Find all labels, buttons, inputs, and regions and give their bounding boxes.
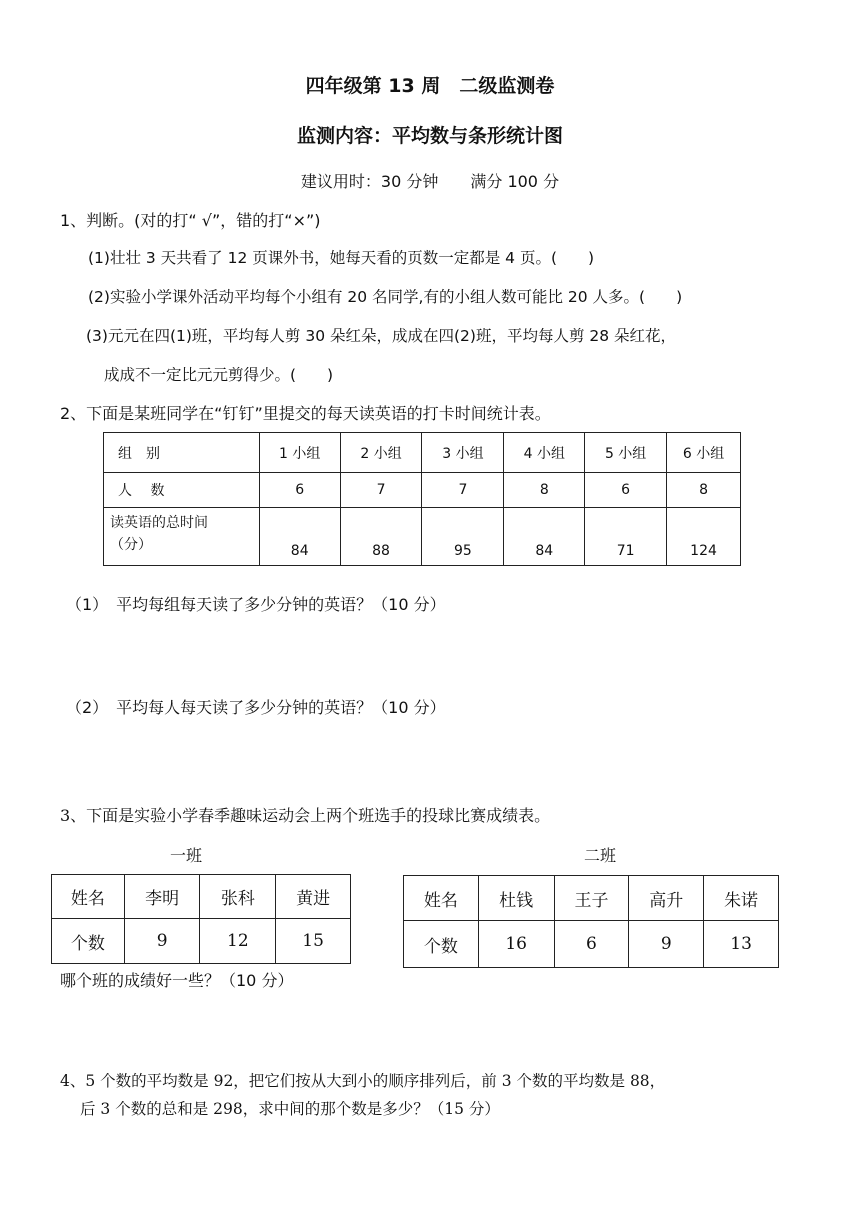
page-subtitle: 监测内容：平均数与条形统计图 bbox=[296, 125, 563, 147]
time-score-info: 建议用时：30 分钟 满分 100 分 bbox=[300, 172, 560, 191]
table-cell: 姓名 bbox=[52, 875, 125, 919]
table-cell: 姓名 bbox=[404, 876, 479, 921]
table-cell: 高升 bbox=[629, 876, 704, 921]
q2-heading: 2、下面是某班同学在“钉钉”里提交的每天读英语的打卡时间统计表。 bbox=[60, 404, 551, 423]
table-row bbox=[404, 921, 779, 968]
q3-heading: 3、下面是实验小学春季趣味运动会上两个班选手的投球比赛成绩表。 bbox=[60, 806, 551, 825]
table-cell: 李明 bbox=[124, 875, 200, 919]
table-row bbox=[404, 876, 779, 921]
table-cell: 71 bbox=[585, 508, 667, 566]
table-cell: 6 bbox=[554, 921, 629, 968]
table-cell: 15 bbox=[276, 919, 351, 964]
table-cell: 88 bbox=[340, 508, 422, 566]
table-cell: 124 bbox=[667, 508, 741, 566]
q3-question: 哪个班的成绩好一些？（10 分） bbox=[60, 971, 294, 990]
q4-line-2: 后 3 个数的总和是 298，求中间的那个数是多少？（15 分） bbox=[80, 1100, 500, 1118]
table-cell: 组 别 bbox=[104, 433, 260, 473]
table-cell: 6 bbox=[585, 473, 667, 508]
table-cell: 84 bbox=[504, 508, 585, 566]
table-cell: 3 小组 bbox=[422, 433, 504, 473]
table-cell: 2 小组 bbox=[340, 433, 422, 473]
table-cell: 王子 bbox=[554, 876, 629, 921]
table-cell: 个数 bbox=[52, 919, 125, 964]
table-cell bbox=[104, 508, 260, 566]
q1-item-2: (2)实验小学课外活动平均每个小组有 20 名同学,有的小组人数可能比 20 人多。( ) bbox=[88, 288, 683, 306]
table-cell: 12 bbox=[200, 919, 276, 964]
q1-item-3-cont: 成成不一定比元元剪得少。( ) bbox=[104, 366, 334, 384]
q1-item-3: (3)元元在四(1)班，平均每人剪 30 朵红朵，成成在四(2)班，平均每人剪 28 朵红花， bbox=[86, 327, 677, 345]
table-cell: 7 bbox=[340, 473, 422, 508]
table-cell: 杜钱 bbox=[478, 876, 554, 921]
class1-label: 一班 bbox=[170, 846, 203, 865]
table-row bbox=[104, 473, 741, 508]
table-cell: 16 bbox=[478, 921, 554, 968]
class1-table bbox=[51, 874, 351, 964]
table-cell: 84 bbox=[259, 508, 340, 566]
table-cell: 7 bbox=[422, 473, 504, 508]
table-cell: 黄进 bbox=[276, 875, 351, 919]
q1-item-1: (1)壮壮 3 天共看了 12 页课外书，她每天看的页数一定都是 4 页。( ) bbox=[88, 249, 595, 267]
time-label-line-2: （分） bbox=[110, 537, 152, 553]
class2-table bbox=[403, 875, 779, 968]
table-cell: 朱诺 bbox=[704, 876, 779, 921]
table-cell: 8 bbox=[504, 473, 585, 508]
table-row bbox=[52, 875, 351, 919]
q1-heading: 1、判断。(对的打“ √”，错的打“×”) bbox=[60, 211, 321, 230]
table-cell: 9 bbox=[124, 919, 200, 964]
class2-label: 二班 bbox=[584, 846, 617, 865]
table-row bbox=[104, 433, 741, 473]
time-label-line-1: 读英语的总时间 bbox=[110, 515, 208, 531]
table-cell: 8 bbox=[667, 473, 741, 508]
reading-time-table bbox=[103, 432, 741, 566]
q4-line-1: 4、5 个数的平均数是 92，把它们按从大到小的顺序排列后，前 3 个数的平均数是 88， bbox=[60, 1072, 666, 1090]
table-cell: 1 小组 bbox=[259, 433, 340, 473]
page-title: 四年级第 13 周 二级监测卷 bbox=[305, 75, 555, 97]
q2-sub-question-1: （1） 平均每组每天读了多少分钟的英语？（10 分） bbox=[66, 595, 446, 614]
table-cell: 张科 bbox=[200, 875, 276, 919]
table-cell: 个数 bbox=[404, 921, 479, 968]
table-cell: 6 小组 bbox=[667, 433, 741, 473]
table-cell: 人 数 bbox=[104, 473, 260, 508]
table-cell: 13 bbox=[704, 921, 779, 968]
table-cell: 95 bbox=[422, 508, 504, 566]
table-cell: 5 小组 bbox=[585, 433, 667, 473]
q2-sub-question-2: （2） 平均每人每天读了多少分钟的英语？（10 分） bbox=[66, 698, 446, 717]
table-cell: 4 小组 bbox=[504, 433, 585, 473]
table-row bbox=[104, 508, 741, 566]
table-cell: 9 bbox=[629, 921, 704, 968]
table-row bbox=[52, 919, 351, 964]
table-cell: 6 bbox=[259, 473, 340, 508]
